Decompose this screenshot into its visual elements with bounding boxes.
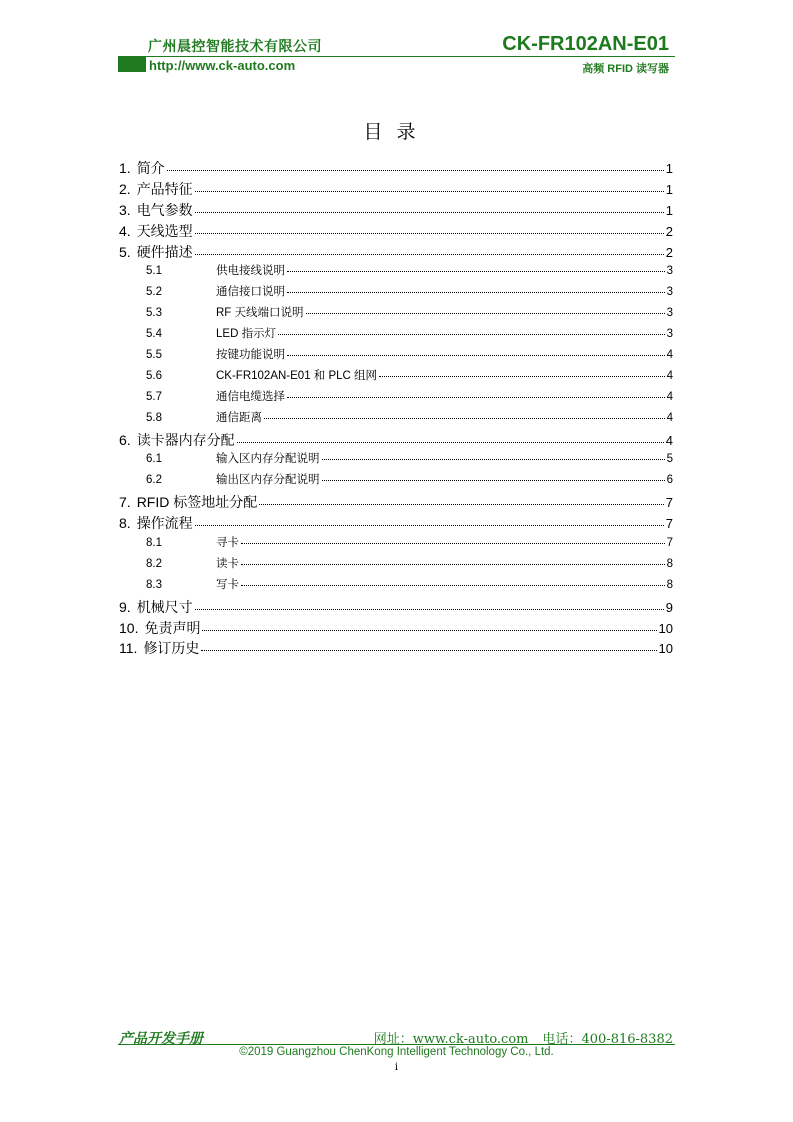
toc-entry-page: 4 [665,432,673,448]
toc-dot-leader [287,285,665,293]
toc-entry-number: 2. [119,180,131,197]
toc-entry-number: 5.5 [146,349,162,362]
toc-entry-number: 8.3 [146,578,162,591]
toc-entry[interactable] [119,179,673,200]
toc-entry-label: 硬件描述 [136,243,193,260]
toc-dot-leader [201,642,656,651]
toc-entry-page: 6 [666,474,673,487]
toc-dot-leader [167,162,664,171]
header-green-block [118,57,146,72]
toc-entry-page: 8 [666,578,673,591]
toc-entry-label: 输出区内存分配说明 [216,474,320,487]
toc-entry[interactable] [119,492,673,513]
toc-entry-label: LED 指示灯 [216,328,277,341]
toc-entry-page: 10 [658,641,673,657]
toc-entry-number: 1. [119,160,131,176]
header-divider-top [118,56,675,57]
toc-entry-label: 按键功能说明 [216,349,285,362]
toc-dot-leader [241,536,665,544]
toc-dot-leader [322,453,665,461]
toc-dot-leader [195,224,664,233]
footer-website: 网址：www.ck-auto.com [373,1032,529,1047]
toc-entry-label: 读卡 [216,557,239,570]
toc-entry[interactable] [119,221,673,242]
toc-dot-leader [195,245,664,254]
toc-entry-page: 10 [658,620,673,636]
toc-entry-page: 7 [665,516,673,532]
toc-entry-number: 5.3 [146,307,162,320]
toc-entry-label: CK-FR102AN-E01 和 PLC 组网 [216,369,378,382]
toc-entry-number: 11. [119,640,138,657]
toc-dot-leader [202,621,656,630]
toc-entry-number: 5.4 [146,328,162,341]
toc-entry[interactable] [119,534,673,555]
footer-page-number: i [394,1062,399,1073]
toc-entry[interactable] [119,555,673,576]
toc-entry-number: 5.6 [146,369,162,382]
toc-entry-label: 通信距离 [216,411,262,424]
toc-dot-leader [195,517,664,526]
toc-entry-label: 产品特征 [136,180,193,197]
toc-entry[interactable] [119,325,673,346]
toc-entry[interactable] [119,597,673,618]
footer-phone: 电话：400-816-8382 [542,1032,673,1047]
toc-dot-leader [287,265,665,273]
toc-entry[interactable] [119,367,673,388]
toc-entry-number: 8.2 [146,557,162,570]
footer-copyright: ©2019 Guangzhou ChenKong Intelligent Technology Co., Ltd. [239,1046,554,1058]
toc-dot-leader [237,433,664,442]
toc-entry-number: 5. [119,243,131,260]
toc-entry[interactable] [119,283,673,304]
toc-entry-number: 5.8 [146,411,162,424]
toc-entry-label: 简介 [136,160,165,176]
toc-entry-page: 3 [666,265,673,278]
toc-dot-leader [241,578,665,586]
toc-entry-page: 8 [666,557,673,570]
toc-entry-label: 读卡器内存分配 [136,431,235,448]
toc-entry[interactable] [119,200,673,221]
toc-dot-leader [379,369,665,377]
toc-entry-number: 6.2 [146,474,162,487]
footer-divider [118,1044,675,1045]
toc-dot-leader [287,390,665,398]
toc-entry-label: 免责声明 [144,619,201,636]
toc-entry-page: 1 [665,161,673,176]
toc-entry-label: RF 天线端口说明 [216,307,304,320]
header-model-number: CK-FR102AN-E01 [502,33,669,55]
toc-entry-label: RFID 标签地址分配 [136,494,258,511]
toc-entry-page: 5 [666,453,673,466]
toc-entry-label: 寻卡 [216,537,239,550]
toc-entry-label: 天线选型 [136,222,193,239]
toc-entry-label: 通信电缆选择 [216,390,285,403]
toc-entry-label: 电气参数 [136,201,193,218]
table-of-contents [119,158,673,659]
header-company-name: 广州晨控智能技术有限公司 [148,38,322,54]
toc-entry-number: 5.1 [146,265,162,278]
toc-dot-leader [241,557,665,565]
toc-entry-page: 1 [665,181,673,197]
toc-entry[interactable] [119,430,673,451]
toc-entry[interactable] [119,346,673,367]
toc-entry-label: 写卡 [216,578,239,591]
toc-entry-number: 8. [119,515,131,532]
toc-entry-page: 2 [665,244,673,260]
toc-entry-label: 供电接线说明 [216,265,285,278]
toc-entry-number: 8.1 [146,537,162,550]
toc-entry[interactable] [119,513,673,534]
toc-entry-page: 3 [666,307,673,320]
toc-entry-label: 修订历史 [143,640,200,657]
toc-entry-number: 4. [119,222,131,239]
toc-entry-page: 3 [666,286,673,299]
toc-entry-page: 4 [666,369,673,382]
toc-entry-number: 5.2 [146,286,162,299]
toc-entry-page: 4 [666,349,673,362]
toc-entry[interactable] [119,618,673,639]
toc-dot-leader [264,411,665,419]
toc-entry[interactable] [119,638,673,659]
toc-dot-leader [259,496,664,505]
toc-dot-leader [287,348,665,356]
toc-entry-label: 输入区内存分配说明 [216,453,320,466]
toc-entry[interactable] [119,450,673,471]
toc-dot-leader [322,473,665,481]
toc-entry[interactable] [119,576,673,597]
toc-entry-number: 3. [119,201,131,218]
toc-dot-leader [195,600,664,609]
toc-entry-page: 1 [665,202,673,218]
toc-entry[interactable] [119,471,673,492]
toc-entry-page: 4 [666,411,673,424]
toc-entry[interactable] [119,158,673,179]
toc-dot-leader [278,327,665,335]
toc-entry-page: 7 [666,537,673,550]
toc-entry-page: 7 [665,495,673,511]
toc-entry[interactable] [119,409,673,430]
toc-entry-page: 2 [665,223,673,239]
toc-entry[interactable] [119,388,673,409]
toc-entry-label: 通信接口说明 [216,286,285,299]
toc-entry-number: 10. [119,619,139,636]
toc-entry-label: 机械尺寸 [136,598,193,615]
toc-entry-number: 6.1 [146,453,162,466]
toc-entry-page: 3 [666,328,673,341]
header-url: http://www.ck-auto.com [149,58,296,73]
toc-entry[interactable] [119,262,673,283]
footer-manual-title: 产品开发手册 [119,1030,203,1046]
toc-dot-leader [306,306,665,314]
toc-dot-leader [195,183,664,192]
toc-title: 目录 [363,121,430,143]
toc-entry-label: 操作流程 [136,515,193,532]
toc-entry-page: 4 [666,390,673,403]
header-product-name: 高频 RFID 读写器 [582,63,669,75]
toc-entry[interactable] [119,304,673,325]
toc-entry-number: 7. [119,494,131,511]
toc-entry-number: 6. [119,431,131,448]
toc-entry-page: 9 [665,599,673,615]
toc-entry[interactable] [119,242,673,263]
toc-dot-leader [195,203,664,212]
toc-entry-number: 5.7 [146,390,162,403]
toc-entry-number: 9. [119,598,131,615]
